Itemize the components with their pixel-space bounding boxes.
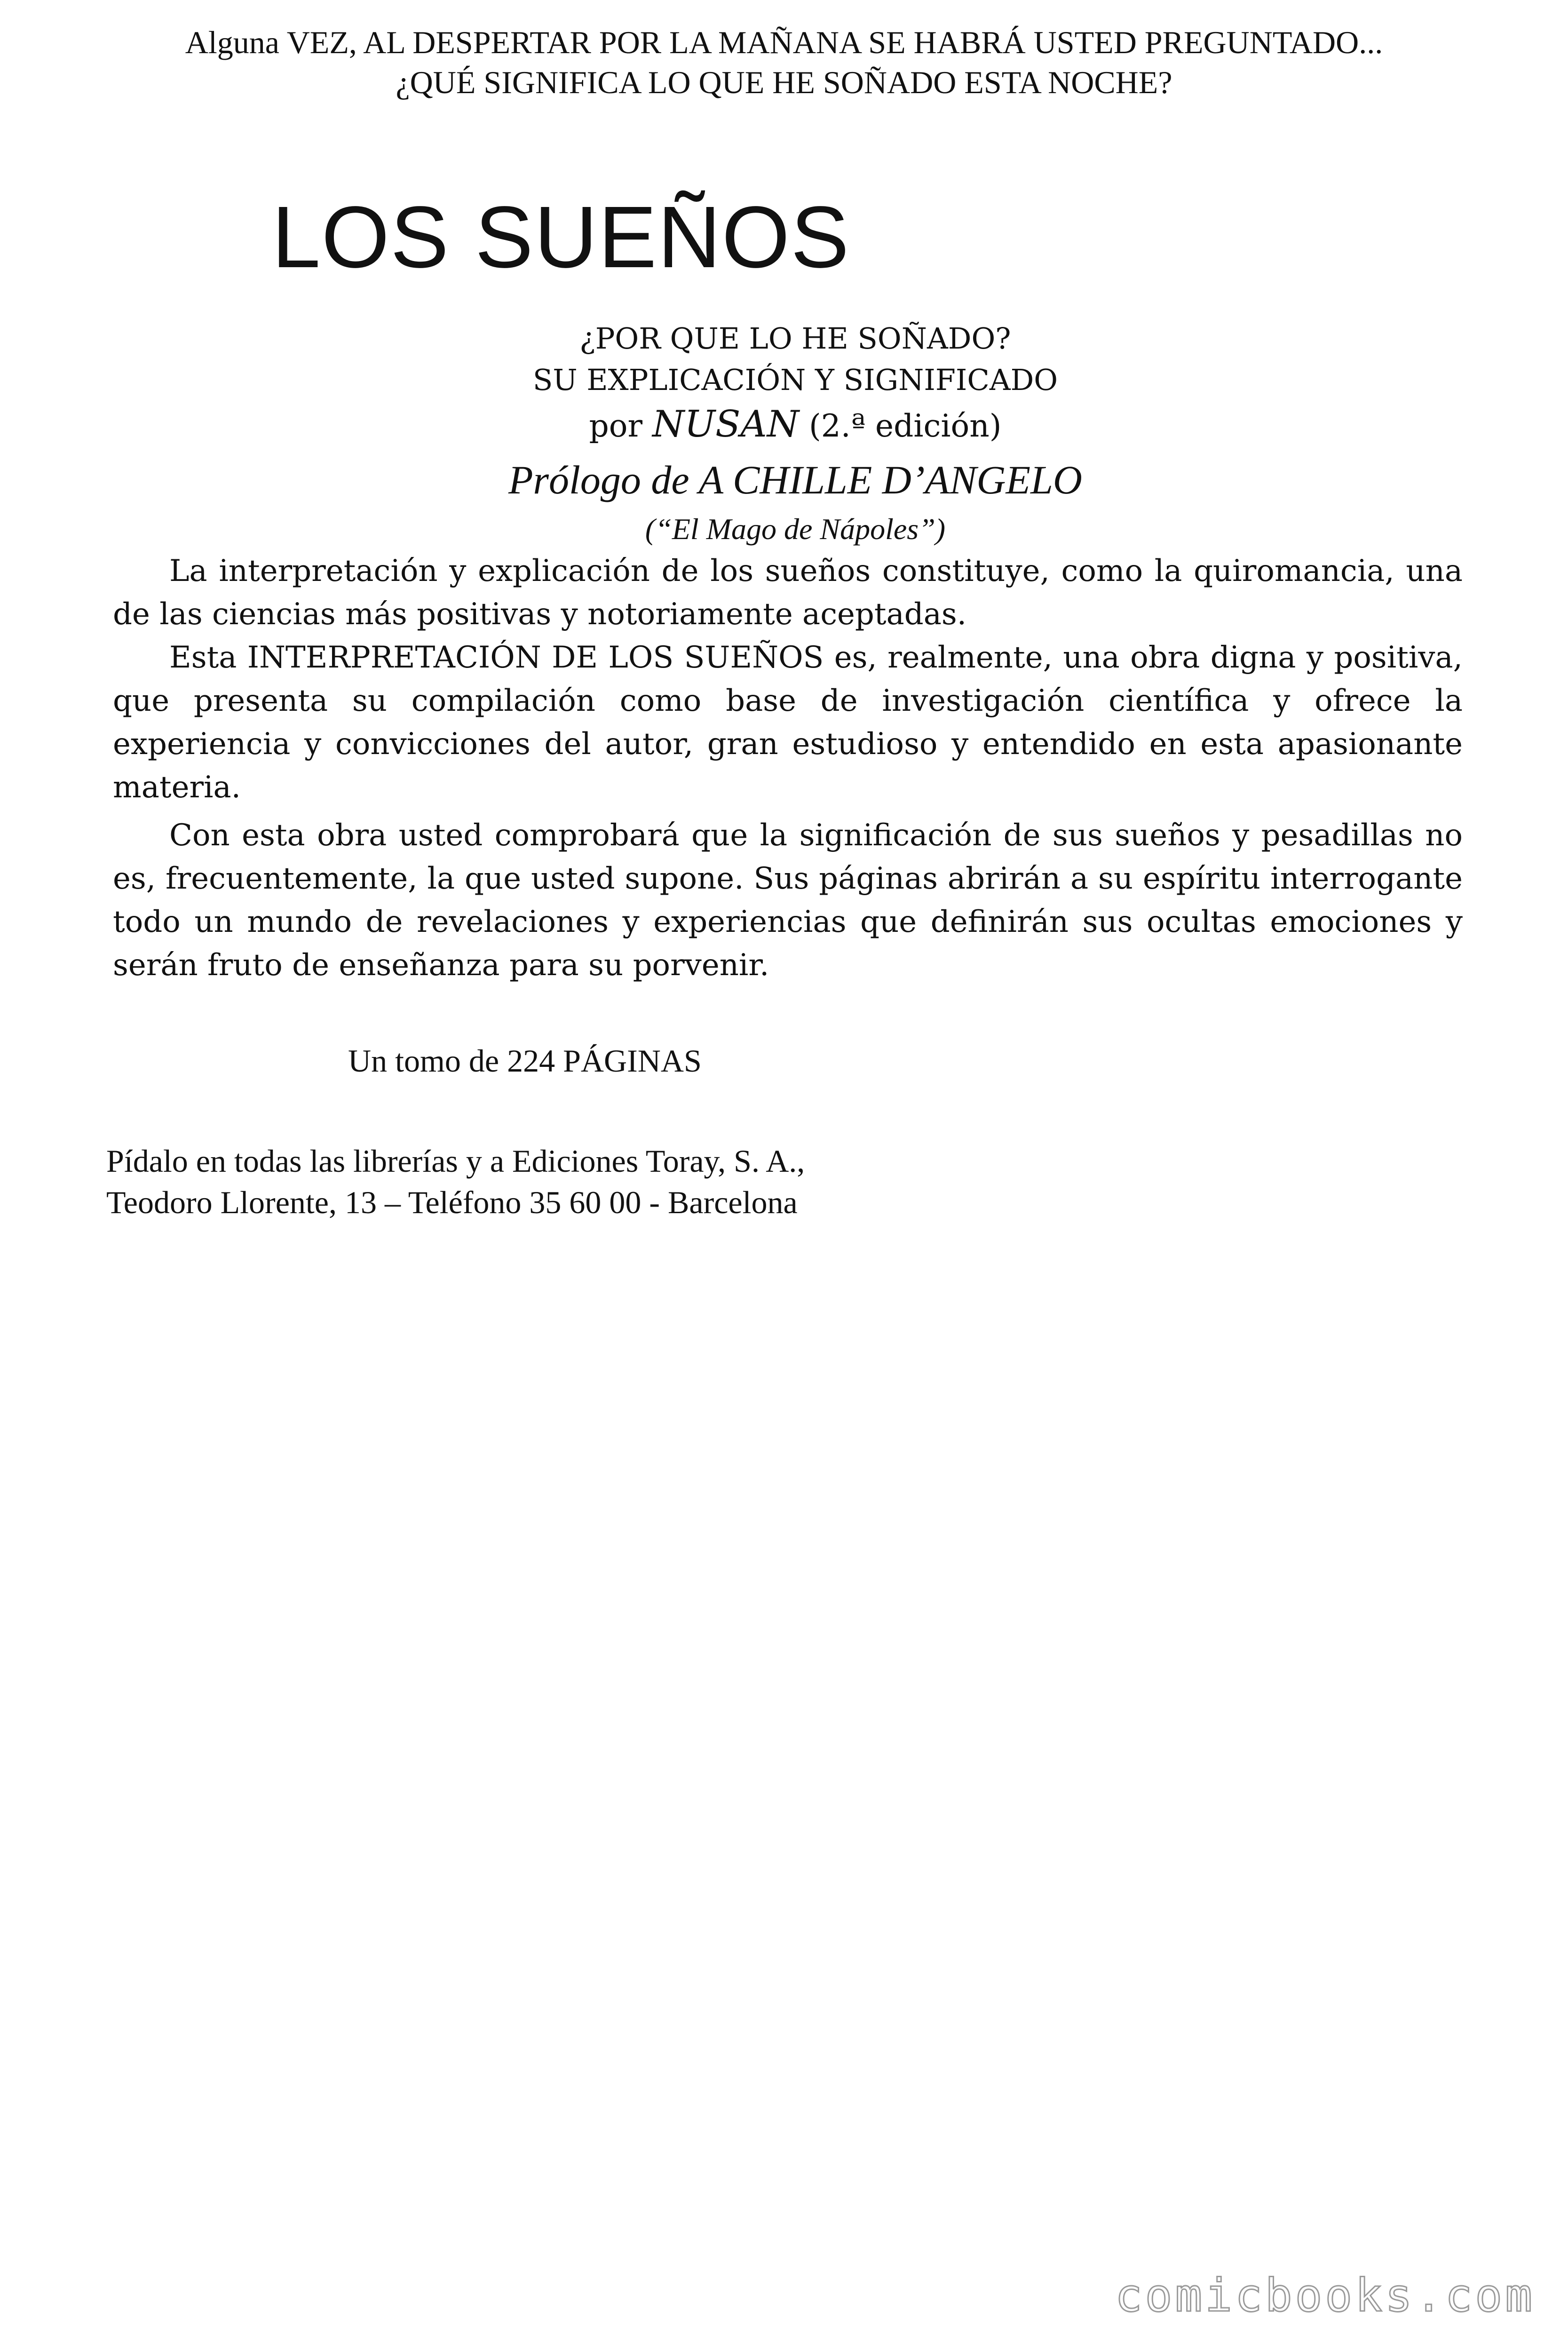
- description-body-continued: [113, 814, 1463, 987]
- description-body: [113, 549, 1463, 809]
- order-info-line-2: Teodoro Llorente, 13 – Teléfono 35 60 00 - Barcelona: [106, 1184, 798, 1220]
- prologue-nickname: (“El Mago de Nápoles”): [645, 512, 946, 546]
- paragraph-3: Con esta obra usted comprobará que la significación de sus sueños y pesadillas no es, frecuentemente, la que usted supone. Sus páginas abrirán a su espíritu interrogante todo un mundo de revelaciones y experiencias que definirán sus ocultas emociones y serán fruto de enseñanza para su porvenir.: [113, 818, 1463, 983]
- author-byline: [11, 405, 1568, 445]
- page-count: Un tomo de 224 PÁGINAS: [348, 1043, 702, 1079]
- paragraph-1: La interpretación y explicación de los sueños constituye, como la quiromancia, una de las ciencias más positivas y notoriamente aceptadas.: [113, 554, 1463, 632]
- header-line-1: Alguna VEZ, AL DESPERTAR POR LA MAÑANA SE HABRÁ USTED PREGUNTADO...: [185, 24, 1383, 60]
- subtitle-question: ¿POR QUE LO HE SOÑADO?: [579, 321, 1011, 356]
- watermark-text: comicbooks.com: [1115, 2269, 1535, 2322]
- prologue-credit: Prólogo de A CHILLE D’ANGELO: [508, 457, 1082, 502]
- author-name: NUSAN: [652, 403, 799, 445]
- edition-note: (2.ª edición): [808, 408, 1002, 444]
- book-title: LOS SUEÑOS: [272, 189, 850, 286]
- header-line-2: ¿QUÉ SIGNIFICA LO QUE HE SOÑADO ESTA NOCHE?: [396, 64, 1172, 100]
- byline-prefix: por: [589, 408, 643, 444]
- order-info-line-1: Pídalo en todas las librerías y a Ediciones Toray, S. A.,: [106, 1143, 805, 1179]
- paragraph-2: Esta INTERPRETACIÓN DE LOS SUEÑOS es, realmente, una obra digna y positiva, que presenta su compilación como base de investigación científica y ofrece la experiencia y convicciones del autor, gran estudioso y entendido en esta apasionante materia.: [113, 640, 1463, 805]
- subtitle-explanation: SU EXPLICACIÓN Y SIGNIFICADO: [532, 363, 1058, 397]
